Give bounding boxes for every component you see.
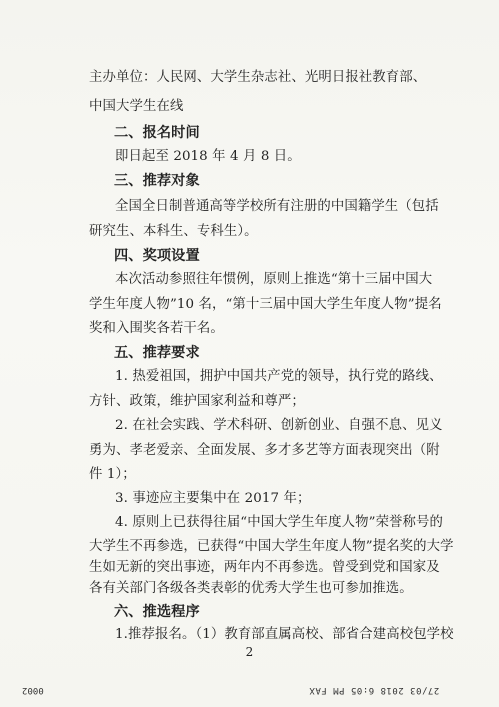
section-heading: 六、推选程序 (114, 604, 200, 620)
text-line: 3. 事迹应主要集中在 2017 年； (115, 491, 311, 506)
text-line: 主办单位：人民网、大学生杂志社、光明日报社教育部、 (89, 70, 427, 85)
text-line: 生如无新的突出事迹，两年内不再参选。曾受到党和国家及 (89, 560, 440, 575)
text-line: 大学生不再参选，已获得“中国大学生年度人物”提名奖的大学 (89, 539, 454, 554)
text-line: 方针、政策，维护国家利益和尊严； (89, 394, 305, 409)
fax-header: 27/03 2018 6:05 PM FAX (308, 685, 439, 695)
text-line: 各有关部门各级各类表彰的优秀大学生也可参加推选。 (89, 581, 413, 596)
section-heading: 四、奖项设置 (114, 248, 200, 264)
text-line: 本次活动参照往年惯例，原则上推选“第十三届中国大 (115, 272, 433, 287)
section-heading: 三、推荐对象 (114, 173, 200, 189)
fax-page-number: 0002 (22, 685, 44, 695)
text-line: 全国全日制普通高等学校所有注册的中国籍学生（包括 (115, 199, 439, 214)
text-line: 学生年度人物”10 名，“第十三届中国大学生年度人物”提名 (89, 297, 442, 312)
text-line: 件 1）； (89, 467, 136, 482)
section-heading: 五、推荐要求 (114, 345, 200, 361)
text-line: 4. 原则上已获得往届“中国大学生年度人物”荣誉称号的 (115, 515, 444, 530)
section-heading: 二、报名时间 (114, 125, 200, 141)
text-line: 1. 热爱祖国，拥护中国共产党的领导，执行党的路线、 (115, 369, 443, 384)
text-line: 1.推荐报名。（1）教育部直属高校、部省合建高校包学校 (115, 627, 454, 642)
text-line: 中国大学生在线 (89, 99, 184, 114)
text-line: 即日起至 2018 年 4 月 8 日。 (115, 149, 301, 164)
page-number: 2 (245, 645, 254, 659)
text-line: 奖和入围奖各若干名。 (89, 321, 224, 336)
text-line: 勇为、孝老爱亲、全面发展、多才多艺等方面表现突出（附 (89, 443, 440, 458)
text-line: 2. 在社会实践、学术科研、创新创业、自强不息、见义 (115, 418, 443, 433)
text-line: 研究生、本科生、专科生）。 (89, 224, 258, 239)
